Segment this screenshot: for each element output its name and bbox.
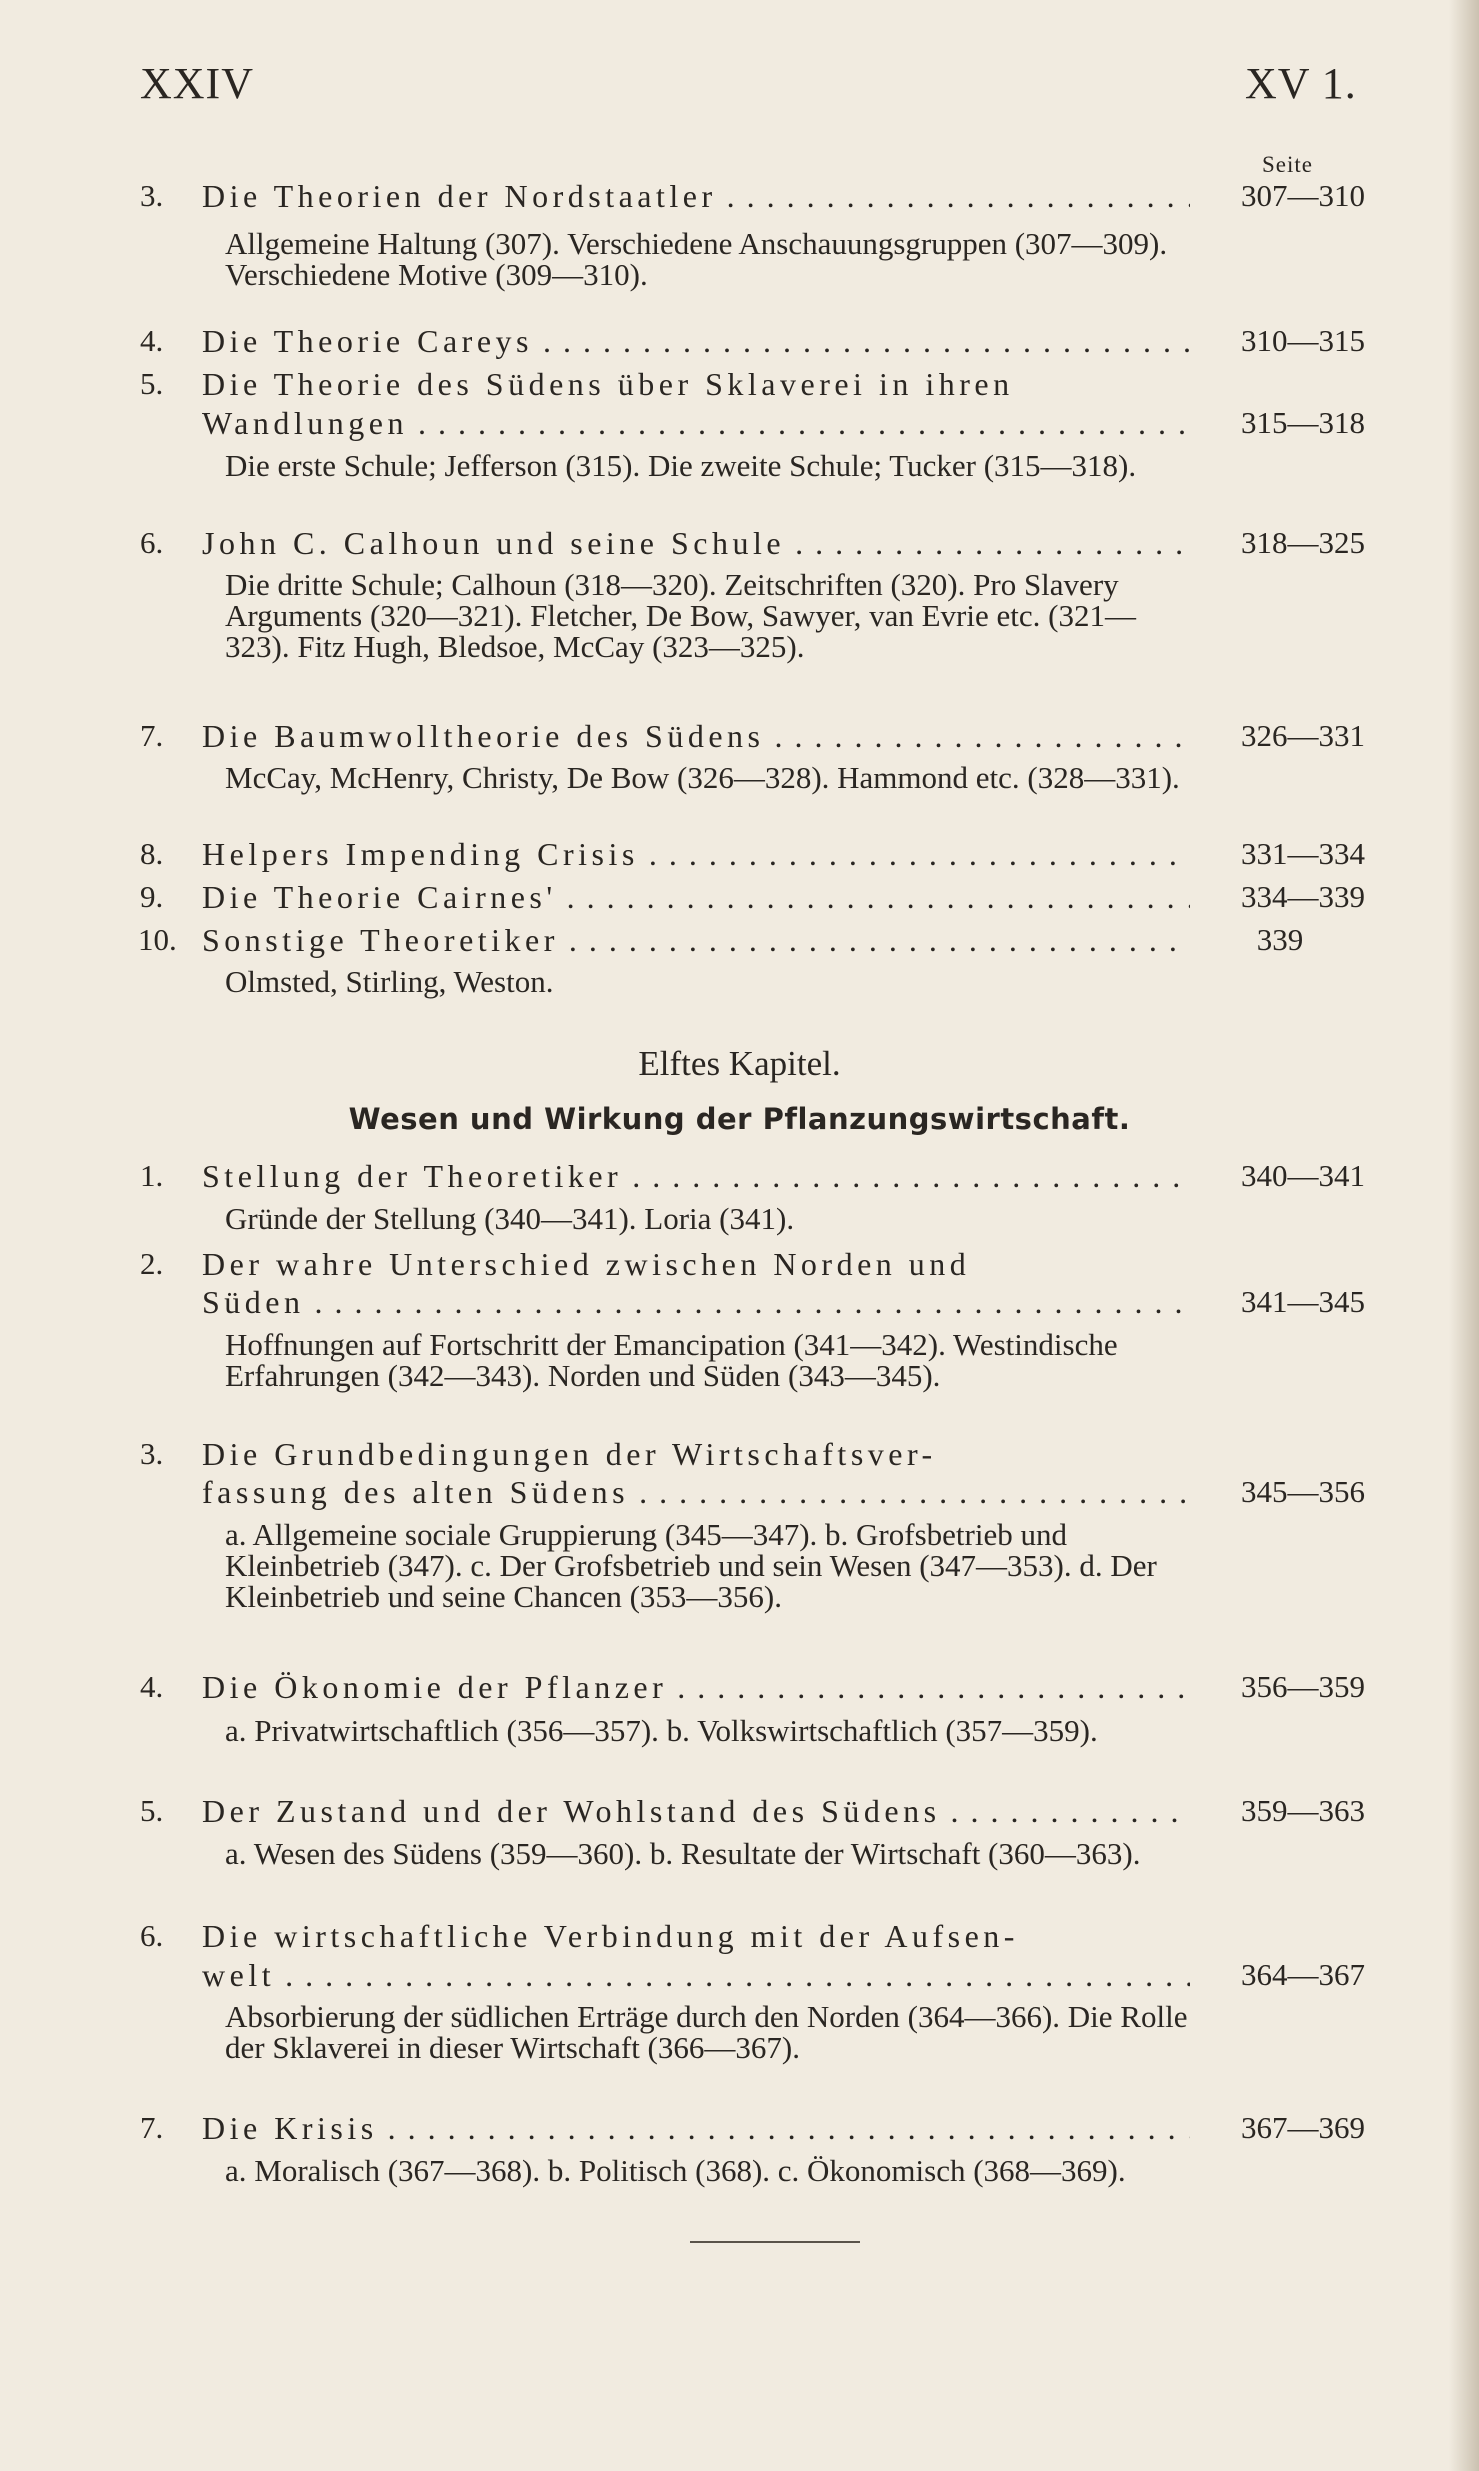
entry-description: Allgemeine Haltung (307). Verschiedene Anschauungsgruppen (307—309). Verschiedene Motive (309—310). [225, 226, 1168, 292]
entry-pages: 367—369 [1241, 2110, 1365, 2145]
chapter-heading: Elftes Kapitel. [638, 1044, 841, 1083]
entry-title: Die Baumwolltheorie des Südens . . . [202, 718, 1190, 755]
closing-rule [690, 2241, 860, 2243]
entry-description: Absorbierung der südlichen Erträge durch den Norden (364—366). Die Rolle der Sklaverei in dieser Wirtschaft (366—367). [225, 1999, 1188, 2065]
entry-pages: 326—331 [1241, 718, 1365, 753]
toc-entry-continued [140, 1284, 1365, 1330]
entry-pages: 364—367 [1241, 1957, 1365, 1992]
entry-description: a. Allgemeine sociale Gruppierung (345—347). b. Grofsbetrieb und Kleinbetrieb (347). c. Der Grofsbetrieb und sein Wesen (347—353). d. Der Kleinbetrieb und seine Chancen (353—356). [225, 1517, 1157, 1614]
entry-number: 3. [140, 1436, 164, 1471]
page-number: XXIV [140, 59, 254, 108]
entry-title: Stellung der Theoretiker . . . [202, 1158, 1190, 1195]
entry-description: Hoffnungen auf Fortschritt der Emancipation (341—342). Westindische Erfahrungen (342—343). Norden und Süden (343—345). [225, 1327, 1118, 1393]
entry-number: 7. [140, 718, 164, 753]
entry-title: Süden . . . [202, 1284, 1190, 1321]
entry-title-line1: Die Theorie des Südens über Sklaverei in ihren [202, 366, 1014, 402]
entry-number: 3. [140, 178, 164, 213]
page-edge-shadow [1449, 0, 1479, 2471]
entry-description: Gründe der Stellung (340—341). Loria (341). [225, 1201, 795, 1236]
entry-title: Wandlungen . . . [202, 405, 1190, 442]
toc-entry [140, 836, 1365, 882]
entry-pages: 341—345 [1241, 1284, 1365, 1319]
entry-number: 2. [140, 1246, 164, 1281]
entry-title: Die Krisis . . . [202, 2110, 1190, 2147]
entry-pages: 359—363 [1241, 1793, 1365, 1828]
entry-description: Die dritte Schule; Calhoun (318—320). Zeitschriften (320). Pro Slavery Arguments (320—321). Fletcher, De Bow, Sawyer, van Evrie etc. (321—323). Fitz Hugh, Bledsoe, McCay (323—325). [225, 567, 1136, 664]
toc-entry [140, 922, 1365, 968]
toc-entry [140, 1793, 1365, 1839]
entry-pages: 318—325 [1241, 525, 1365, 560]
entry-title: Helpers Impending Crisis . . . [202, 836, 1190, 873]
entry-pages: 356—359 [1241, 1669, 1365, 1704]
entry-number: 4. [140, 323, 164, 358]
entry-title: John C. Calhoun und seine Schule . . . [202, 525, 1190, 562]
toc-entry-continued [140, 405, 1365, 451]
entry-pages: 340—341 [1241, 1158, 1365, 1193]
entry-title: welt . . . [202, 1957, 1190, 1994]
entry-description: a. Privatwirtschaftlich (356—357). b. Volkswirtschaftlich (357—359). [225, 1713, 1098, 1748]
entry-pages: 345—356 [1241, 1474, 1365, 1509]
entry-description: Die erste Schule; Jefferson (315). Die zweite Schule; Tucker (315—318). [225, 448, 1137, 483]
entry-description: a. Moralisch (367—368). b. Politisch (368). c. Ökonomisch (368—369). [225, 2153, 1126, 2188]
toc-entry [140, 1158, 1365, 1204]
entry-pages: 339 [1256, 922, 1304, 957]
entry-pages: 315—318 [1241, 405, 1365, 440]
chapter-subtitle: Wesen und Wirkung der Pflanzungswirtschaft. [348, 1102, 1131, 1136]
entry-number: 6. [140, 525, 164, 560]
entry-description: McCay, McHenry, Christy, De Bow (326—328). Hammond etc. (328—331). [225, 760, 1180, 795]
toc-entry [140, 178, 1365, 224]
entry-title: fassung des alten Südens . . . [202, 1474, 1190, 1511]
toc-entry-continued [140, 1957, 1365, 2003]
entry-pages: 331—334 [1241, 836, 1365, 871]
entry-pages: 307—310 [1241, 178, 1365, 213]
running-head: XV 1. [1245, 59, 1357, 108]
toc-entry [140, 323, 1365, 369]
entry-number: 5. [140, 366, 164, 401]
entry-title: Die Ökonomie der Pflanzer . . . [202, 1669, 1190, 1706]
entry-number: 4. [140, 1669, 164, 1704]
entry-title-line1: Der wahre Unterschied zwischen Norden und [202, 1246, 971, 1282]
entry-title: Sonstige Theoretiker . . . [202, 922, 1190, 959]
toc-entry [140, 718, 1365, 764]
entry-number: 9. [140, 879, 164, 914]
entry-title-line1: Die wirtschaftliche Verbindung mit der Aufsen- [202, 1918, 1019, 1954]
entry-title: Die Theorie Cairnes' . . . [202, 879, 1190, 916]
seite-label: Seite [1262, 152, 1313, 177]
entry-title-line1: Die Grundbedingungen der Wirtschaftsver- [202, 1436, 937, 1472]
entry-number: 6. [140, 1918, 164, 1953]
entry-title: Die Theorie Careys . . . [202, 323, 1190, 360]
toc-entry [140, 525, 1365, 571]
toc-entry-continued [140, 1474, 1365, 1520]
entry-number: 1. [140, 1158, 164, 1193]
entry-title: Die Theorien der Nordstaatler . . . [202, 178, 1190, 215]
entry-title: Der Zustand und der Wohlstand des Südens . . . [202, 1793, 1190, 1830]
entry-number: 8. [140, 836, 164, 871]
entry-description: Olmsted, Stirling, Weston. [225, 964, 554, 999]
entry-pages: 310—315 [1241, 323, 1365, 358]
toc-entry [140, 879, 1365, 925]
entry-pages: 334—339 [1241, 879, 1365, 914]
entry-number: 10. [138, 922, 177, 957]
toc-entry [140, 1669, 1365, 1715]
toc-entry [140, 2110, 1365, 2156]
entry-description: a. Wesen des Südens (359—360). b. Resultate der Wirtschaft (360—363). [225, 1836, 1141, 1871]
entry-number: 5. [140, 1793, 164, 1828]
entry-number: 7. [140, 2110, 164, 2145]
